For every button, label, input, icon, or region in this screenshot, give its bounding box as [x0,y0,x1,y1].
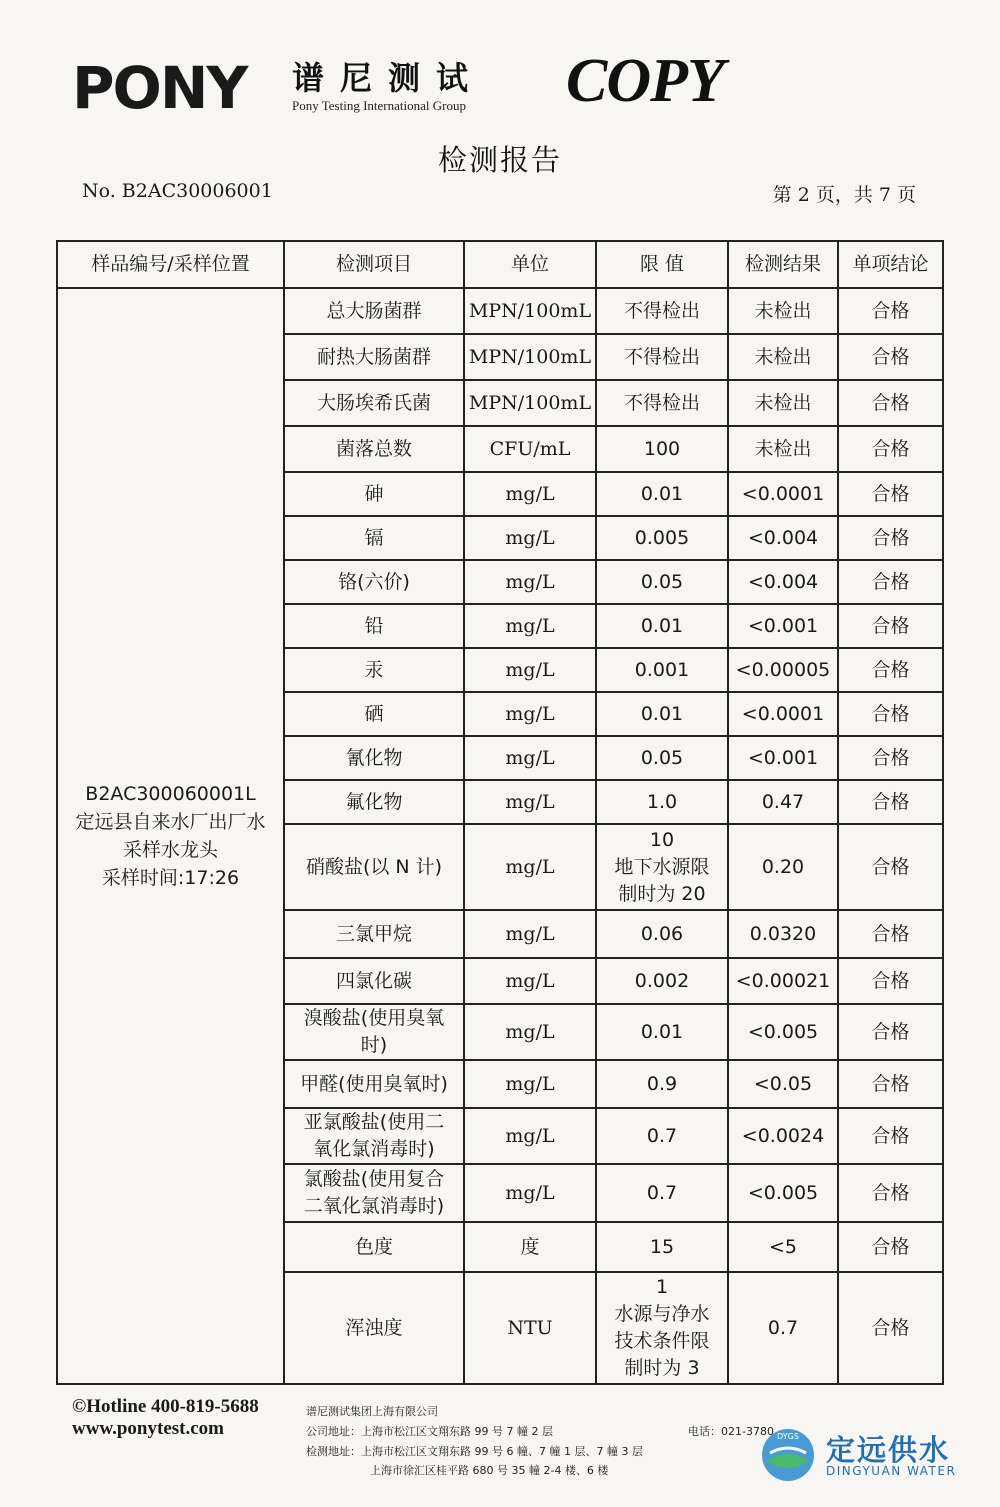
limit-value: 0.005 [596,516,728,560]
sample-id-location: B2AC300060001L 定远县自来水厂出厂水 采样水龙头 采样时间:17:26 [57,288,284,1384]
col-header-conclusion: 单项结论 [838,241,943,288]
test-result: <0.00021 [728,958,838,1004]
limit-value: 0.06 [596,910,728,958]
unit: mg/L [464,648,596,692]
unit: mg/L [464,560,596,604]
conclusion: 合格 [838,516,943,560]
test-result: 0.47 [728,780,838,824]
unit: mg/L [464,958,596,1004]
limit-value: 0.05 [596,736,728,780]
test-item: 甲醛(使用臭氧时) [284,1060,464,1108]
conclusion: 合格 [838,780,943,824]
hotline: ©Hotline 400-819-5688 [72,1396,259,1417]
test-item: 色度 [284,1222,464,1272]
test-item: 大肠埃希氏菌 [284,380,464,426]
limit-value: 10 地下水源限 制时为 20 [596,824,728,910]
test-result: <0.001 [728,604,838,648]
conclusion: 合格 [838,472,943,516]
limit-value: 不得检出 [596,334,728,380]
results-table [56,240,944,1385]
test-result: 未检出 [728,426,838,472]
unit: CFU/mL [464,426,596,472]
conclusion: 合格 [838,1272,943,1384]
unit: mg/L [464,692,596,736]
col-header-unit: 单位 [464,241,596,288]
test-result: <0.0024 [728,1108,838,1164]
conclusion: 合格 [838,1164,943,1222]
brand-name-en: Pony Testing International Group [292,98,466,113]
document-title: 检测报告 [437,143,562,177]
limit-value: 0.9 [596,1060,728,1108]
unit: mg/L [464,1004,596,1060]
limit-value: 0.7 [596,1108,728,1164]
test-result: <0.0001 [728,472,838,516]
conclusion: 合格 [838,958,943,1004]
conclusion: 合格 [838,604,943,648]
col-header-sample: 样品编号/采样位置 [57,241,284,288]
lab-address: 检测地址：上海市松江区文翔东路 99 号 6 幢、7 幢 1 层、7 幢 3 层 [306,1445,643,1458]
test-result: <0.0001 [728,692,838,736]
test-item: 四氯化碳 [284,958,464,1004]
unit: 度 [464,1222,596,1272]
conclusion: 合格 [838,692,943,736]
page-indicator: 第 2 页，共 7 页 [772,184,916,206]
company-name: 谱尼测试集团上海有限公司 [306,1405,438,1418]
limit-value: 0.05 [596,560,728,604]
conclusion: 合格 [838,910,943,958]
limit-value: 0.002 [596,958,728,1004]
unit: mg/L [464,1164,596,1222]
pony-logo [72,54,247,122]
test-item: 亚氯酸盐(使用二 氧化氯消毒时) [284,1108,464,1164]
unit: mg/L [464,780,596,824]
test-item: 浑浊度 [284,1272,464,1384]
unit: mg/L [464,910,596,958]
table-row [57,288,943,334]
unit: NTU [464,1272,596,1384]
test-item: 镉 [284,516,464,560]
phone-number: 电话：021-3780 [688,1425,774,1438]
unit: mg/L [464,824,596,910]
limit-value: 0.01 [596,692,728,736]
watermark-name-en: DINGYUAN WATER [826,1464,957,1478]
test-result: 未检出 [728,334,838,380]
limit-value: 不得检出 [596,288,728,334]
test-item: 菌落总数 [284,426,464,472]
test-item: 砷 [284,472,464,516]
col-header-item: 检测项目 [284,241,464,288]
conclusion: 合格 [838,380,943,426]
test-result: 未检出 [728,380,838,426]
test-item: 氰化物 [284,736,464,780]
test-item: 硝酸盐(以 N 计) [284,824,464,910]
test-item: 铬(六价) [284,560,464,604]
copy-stamp: COPY [566,47,724,115]
limit-value: 1 水源与净水 技术条件限 制时为 3 [596,1272,728,1384]
test-item: 汞 [284,648,464,692]
test-item: 三氯甲烷 [284,910,464,958]
test-item: 耐热大肠菌群 [284,334,464,380]
lab-address-2: 上海市徐汇区桂平路 680 号 35 幢 2-4 楼、6 楼 [370,1464,609,1477]
conclusion: 合格 [838,1108,943,1164]
watermark-name-cn: 定远供水 [826,1433,951,1467]
conclusion: 合格 [838,560,943,604]
conclusion: 合格 [838,736,943,780]
limit-value: 1.0 [596,780,728,824]
test-result: <5 [728,1222,838,1272]
test-item: 氟化物 [284,780,464,824]
test-result: <0.004 [728,516,838,560]
website-link[interactable]: www.ponytest.com [72,1418,224,1439]
table-body [57,288,943,1384]
test-result: <0.001 [728,736,838,780]
test-item: 铅 [284,604,464,648]
company-address: 公司地址：上海市松江区文翔东路 99 号 7 幢 2 层 [306,1425,553,1438]
test-result: <0.004 [728,560,838,604]
test-result: <0.005 [728,1004,838,1060]
col-header-result: 检测结果 [728,241,838,288]
conclusion: 合格 [838,334,943,380]
unit: mg/L [464,604,596,648]
test-result: 未检出 [728,288,838,334]
unit: mg/L [464,472,596,516]
limit-value: 15 [596,1222,728,1272]
conclusion: 合格 [838,1004,943,1060]
conclusion: 合格 [838,288,943,334]
unit: MPN/100mL [464,288,596,334]
brand-name-cn: 谱尼测试 [292,59,485,97]
conclusion: 合格 [838,648,943,692]
water-drop-logo-icon [758,1425,818,1485]
unit: mg/L [464,516,596,560]
logo-text: PONY [72,54,247,122]
limit-value: 0.01 [596,604,728,648]
test-result: 0.7 [728,1272,838,1384]
limit-value: 0.01 [596,1004,728,1060]
test-result: 0.0320 [728,910,838,958]
unit: mg/L [464,736,596,780]
logo-badge-text: DYGS [777,1432,799,1441]
test-item: 氯酸盐(使用复合 二氧化氯消毒时) [284,1164,464,1222]
test-result: <0.005 [728,1164,838,1222]
limit-value: 0.001 [596,648,728,692]
conclusion: 合格 [838,1222,943,1272]
test-result: <0.00005 [728,648,838,692]
report-number: No. B2AC30006001 [82,180,273,202]
unit: mg/L [464,1060,596,1108]
unit: MPN/100mL [464,334,596,380]
col-header-limit: 限 值 [596,241,728,288]
unit: mg/L [464,1108,596,1164]
limit-value: 0.7 [596,1164,728,1222]
test-result: <0.05 [728,1060,838,1108]
test-item: 硒 [284,692,464,736]
conclusion: 合格 [838,1060,943,1108]
test-result: 0.20 [728,824,838,910]
limit-value: 不得检出 [596,380,728,426]
test-item: 溴酸盐(使用臭氧 时) [284,1004,464,1060]
conclusion: 合格 [838,426,943,472]
table-header-row [57,241,943,288]
limit-value: 0.01 [596,472,728,516]
limit-value: 100 [596,426,728,472]
conclusion: 合格 [838,824,943,910]
unit: MPN/100mL [464,380,596,426]
test-item: 总大肠菌群 [284,288,464,334]
